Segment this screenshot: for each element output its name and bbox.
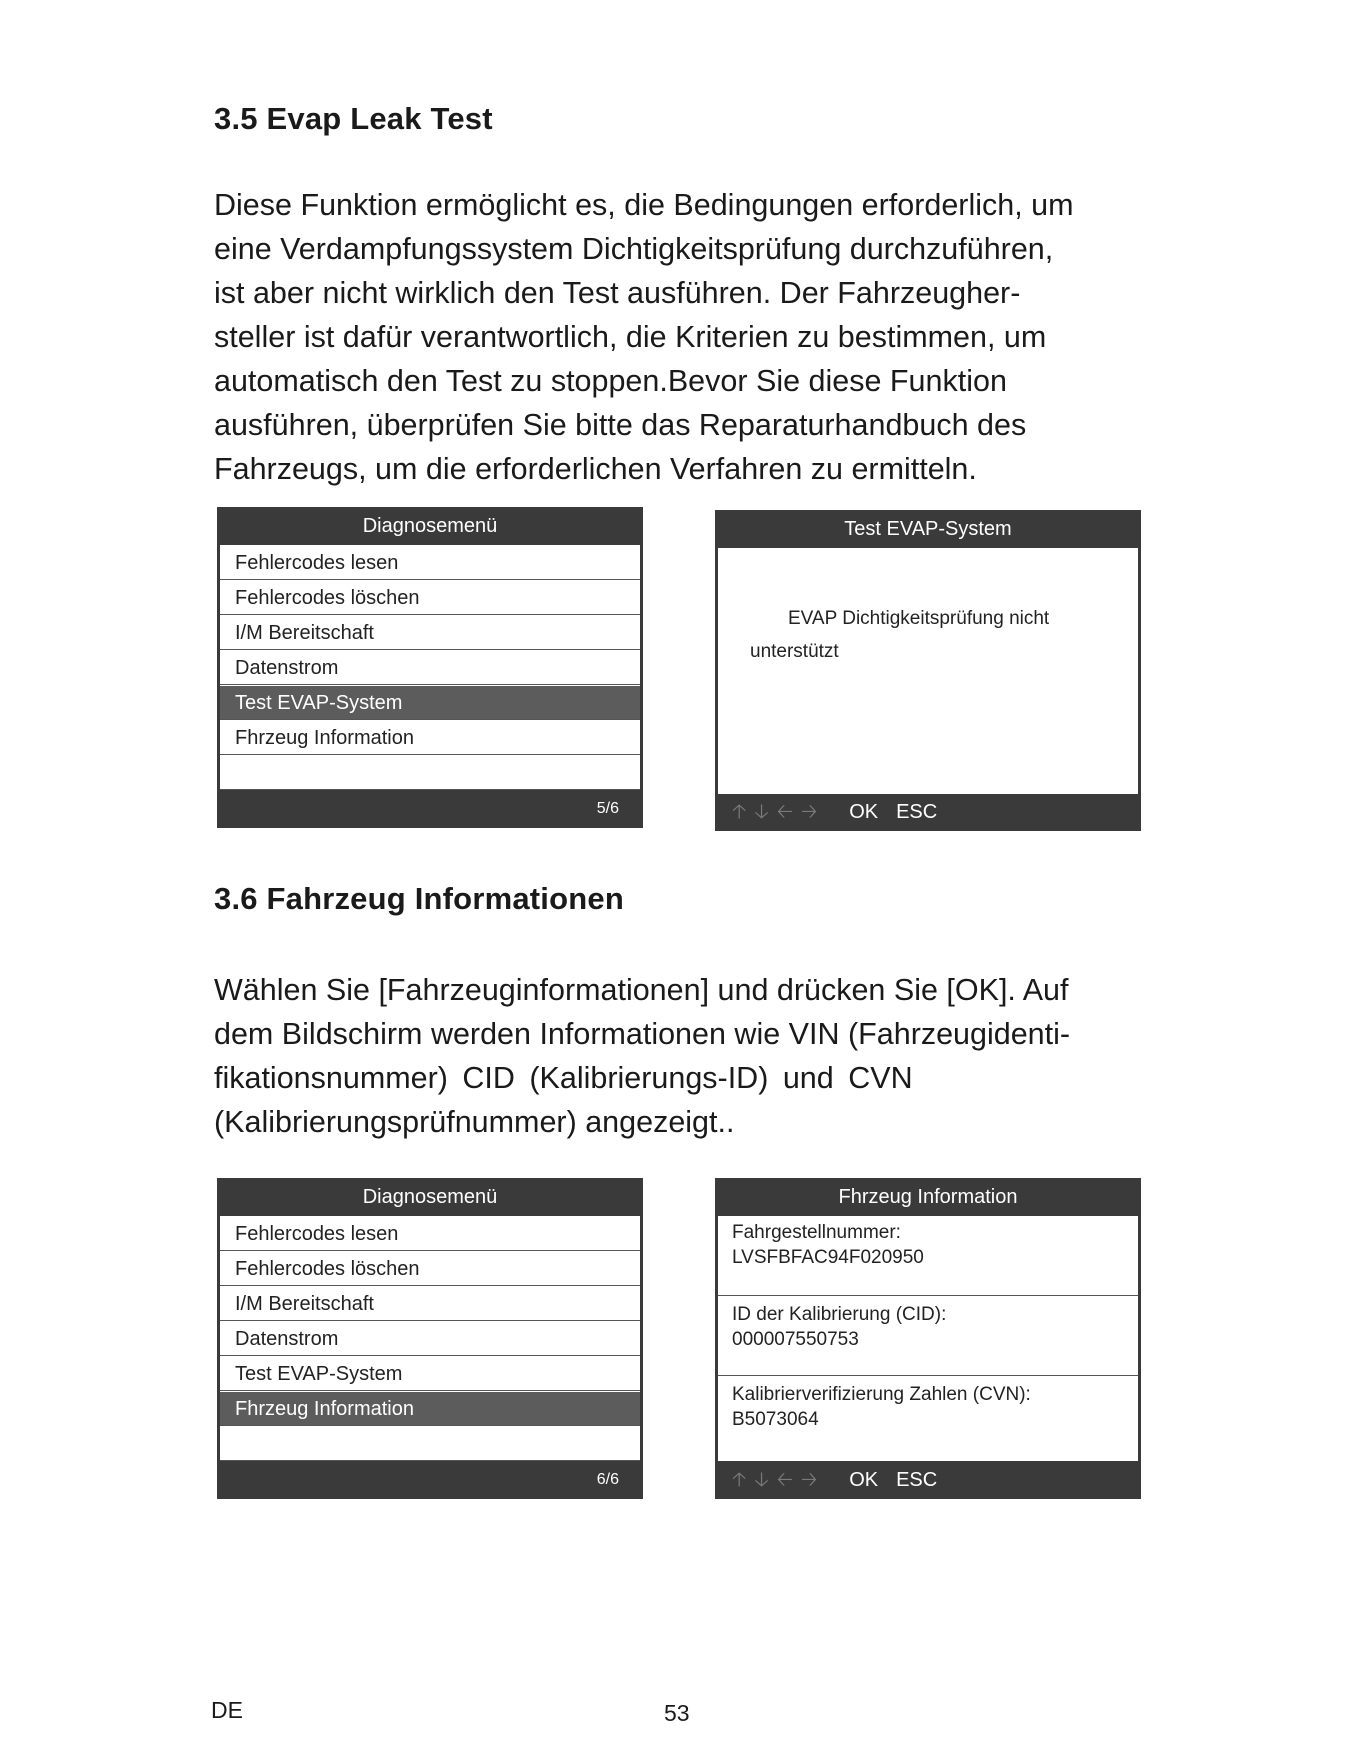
menu-item-im-readiness[interactable]: I/M Bereitschaft xyxy=(220,1287,640,1321)
paragraph-line: automatisch den Test zu stoppen.Bevor Sie diese Funktion xyxy=(214,364,1007,398)
arrow-down-icon[interactable]: 🡣 xyxy=(754,1469,769,1491)
menu-item-data-stream[interactable]: Datenstrom xyxy=(220,651,640,685)
menu-item-read-codes[interactable]: Fehlercodes lesen xyxy=(220,546,640,580)
menu-item-data-stream[interactable]: Datenstrom xyxy=(220,1322,640,1356)
screen-footer xyxy=(715,793,1141,831)
arrow-left-icon[interactable]: 🡠 xyxy=(776,1469,793,1491)
esc-button[interactable]: ESC xyxy=(896,1469,938,1491)
cvn-block xyxy=(718,1376,1138,1456)
paragraph-line: ist aber nicht wirklich den Test ausführen. Der Fahrzeugher- xyxy=(214,276,1021,310)
screen-title: Test EVAP-System xyxy=(844,518,1012,540)
cid-label: ID der Kalibrierung (CID): xyxy=(732,1304,947,1325)
section-heading-3-5: 3.5 Evap Leak Test xyxy=(214,101,493,136)
page-number: 53 xyxy=(664,1700,690,1726)
menu-item-vehicle-info[interactable]: Fhrzeug Information xyxy=(220,721,640,755)
nav-keys xyxy=(732,1461,937,1499)
paragraph-line: (Kalibrierungsprüfnummer) angezeigt.. xyxy=(214,1105,735,1139)
paragraph-line: ausführen, überprüfen Sie bitte das Reparaturhandbuch des xyxy=(214,408,1027,442)
screen-footer xyxy=(715,1461,1141,1499)
screen-body xyxy=(718,548,1138,794)
nav-keys xyxy=(732,793,937,831)
section-heading-3-6: 3.6 Fahrzeug Informationen xyxy=(214,881,624,916)
page-indicator: 6/6 xyxy=(596,1471,619,1488)
arrow-up-icon[interactable]: 🡡 xyxy=(732,801,747,823)
section-3-5-paragraph xyxy=(214,183,1154,491)
vin-value: LVSFBFAC94F020950 xyxy=(732,1247,924,1268)
paragraph-line: Fahrzeugs, um die erforderlichen Verfahren zu ermitteln. xyxy=(214,452,977,486)
vin-label: Fahrgestellnummer: xyxy=(732,1222,901,1243)
ok-button[interactable]: OK xyxy=(849,1469,879,1491)
menu-list xyxy=(220,545,640,790)
paragraph-line: Diese Funktion ermöglicht es, die Bedingungen erforderlich, um xyxy=(214,188,1074,222)
language-label: DE xyxy=(211,1697,243,1723)
cid-value: 000007550753 xyxy=(732,1329,859,1350)
menu-item-clear-codes[interactable]: Fehlercodes löschen xyxy=(220,1252,640,1286)
screen-title: Diagnosemenü xyxy=(362,515,498,537)
menu-item-vehicle-info[interactable]: Fhrzeug Information xyxy=(220,1392,640,1426)
paragraph-line: fikationsnummer) CID (Kalibrierungs-ID) und CVN xyxy=(214,1061,913,1095)
paragraph-line: eine Verdampfungssystem Dichtigkeitsprüfung durchzuführen, xyxy=(214,232,1054,266)
diagnose-menu-screen-2 xyxy=(217,1178,643,1499)
ok-button[interactable]: OK xyxy=(849,801,879,823)
diagnose-menu-screen-1 xyxy=(217,507,643,828)
screen-body xyxy=(718,1216,1138,1461)
vehicle-info-screen xyxy=(715,1178,1141,1499)
paragraph-line: dem Bildschirm werden Informationen wie VIN (Fahrzeugidenti- xyxy=(214,1017,1071,1051)
cvn-value: B5073064 xyxy=(732,1409,819,1430)
section-3-6-paragraph xyxy=(214,968,1154,1144)
menu-item-evap-test[interactable]: Test EVAP-System xyxy=(220,686,640,720)
esc-button[interactable]: ESC xyxy=(896,801,938,823)
screen-footer xyxy=(217,790,643,828)
screen-title: Diagnosemenü xyxy=(362,1186,498,1208)
arrow-down-icon[interactable]: 🡣 xyxy=(754,801,769,823)
paragraph-line: Wählen Sie [Fahrzeuginformationen] und drücken Sie [OK]. Auf xyxy=(214,973,1069,1007)
arrow-left-icon[interactable]: 🡠 xyxy=(776,801,793,823)
evap-message: EVAP Dichtigkeitsprüfung nicht unterstützt xyxy=(750,608,1050,662)
screen-title: Fhrzeug Information xyxy=(838,1186,1018,1208)
page-indicator: 5/6 xyxy=(596,800,619,817)
menu-list xyxy=(220,1216,640,1461)
vin-block xyxy=(718,1216,1138,1296)
menu-item-read-codes[interactable]: Fehlercodes lesen xyxy=(220,1217,640,1251)
menu-item-empty xyxy=(220,1427,640,1461)
paragraph-line: steller ist dafür verantwortlich, die Kriterien zu bestimmen, um xyxy=(214,320,1047,354)
menu-item-im-readiness[interactable]: I/M Bereitschaft xyxy=(220,616,640,650)
screen-footer xyxy=(217,1461,643,1499)
menu-item-empty xyxy=(220,756,640,790)
evap-test-screen xyxy=(715,510,1141,831)
menu-item-clear-codes[interactable]: Fehlercodes löschen xyxy=(220,581,640,615)
arrow-right-icon[interactable]: 🡢 xyxy=(800,801,818,823)
cid-block xyxy=(718,1296,1138,1376)
arrow-up-icon[interactable]: 🡡 xyxy=(732,1469,747,1491)
cvn-label: Kalibrierverifizierung Zahlen (CVN): xyxy=(732,1384,1031,1405)
arrow-right-icon[interactable]: 🡢 xyxy=(800,1469,818,1491)
menu-item-evap-test[interactable]: Test EVAP-System xyxy=(220,1357,640,1391)
